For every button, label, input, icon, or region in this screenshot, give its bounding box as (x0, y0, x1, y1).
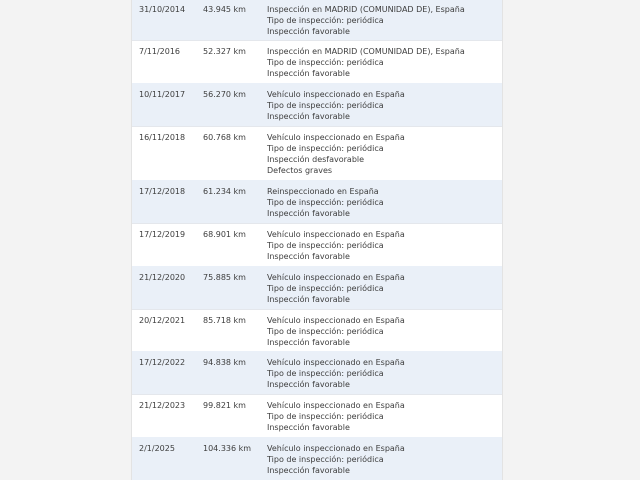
inspection-mileage: 68.901 km (203, 230, 246, 239)
description-line: Inspección en MADRID (COMUNIDAD DE), España (267, 5, 465, 14)
description-line: Inspección favorable (267, 466, 350, 475)
description-line: Vehículo inspeccionado en España (267, 230, 405, 239)
description-line: Inspección favorable (267, 252, 350, 261)
description-line: Inspección favorable (267, 112, 350, 121)
inspection-description (267, 89, 405, 122)
description-line: Vehículo inspeccionado en España (267, 273, 405, 282)
description-line: Inspección favorable (267, 380, 350, 389)
inspection-date: 21/12/2023 (139, 401, 186, 410)
description-line: Tipo de inspección: periódica (267, 16, 384, 25)
description-line: Tipo de inspección: periódica (267, 198, 384, 207)
inspection-mileage: 60.768 km (203, 133, 246, 142)
table-row (132, 126, 502, 181)
inspection-date: 17/12/2022 (139, 358, 186, 367)
inspection-mileage: 104.336 km (203, 444, 252, 453)
description-line: Inspección favorable (267, 69, 350, 78)
inspection-date: 17/12/2019 (139, 230, 186, 239)
table-row (132, 180, 502, 224)
description-line: Tipo de inspección: periódica (267, 327, 384, 336)
inspection-mileage: 61.234 km (203, 187, 246, 196)
table-row (132, 437, 502, 480)
inspection-date: 21/12/2020 (139, 273, 186, 282)
inspection-date: 2/1/2025 (139, 444, 175, 453)
description-line: Tipo de inspección: periódica (267, 369, 384, 378)
description-line: Vehículo inspeccionado en España (267, 358, 405, 367)
inspection-description (267, 186, 384, 219)
description-line: Tipo de inspección: periódica (267, 101, 384, 110)
inspection-date: 10/11/2017 (139, 90, 186, 99)
table-row (132, 309, 502, 352)
inspection-mileage: 56.270 km (203, 90, 246, 99)
inspection-date: 7/11/2016 (139, 47, 181, 56)
description-line: Tipo de inspección: periódica (267, 241, 384, 250)
table-row (132, 351, 502, 395)
inspection-description (267, 357, 405, 390)
inspection-mileage: 99.821 km (203, 401, 246, 410)
inspection-date: 17/12/2018 (139, 187, 186, 196)
inspection-description (267, 46, 465, 79)
inspection-date: 31/10/2014 (139, 5, 186, 14)
inspection-description (267, 443, 405, 476)
description-line: Tipo de inspección: periódica (267, 144, 384, 153)
description-line: Defectos graves (267, 166, 333, 175)
description-line: Reinspeccionado en España (267, 187, 379, 196)
table-row (132, 394, 502, 438)
inspection-date: 16/11/2018 (139, 133, 186, 142)
table-row (132, 0, 502, 41)
description-line: Vehículo inspeccionado en España (267, 133, 405, 142)
table-row (132, 83, 502, 127)
inspection-description (267, 132, 405, 176)
inspection-description (267, 400, 405, 433)
description-line: Tipo de inspección: periódica (267, 284, 384, 293)
inspection-mileage: 75.885 km (203, 273, 246, 282)
description-line: Inspección favorable (267, 423, 350, 432)
description-line: Vehículo inspeccionado en España (267, 90, 405, 99)
inspection-mileage: 52.327 km (203, 47, 246, 56)
description-line: Inspección favorable (267, 209, 350, 218)
description-line: Tipo de inspección: periódica (267, 58, 384, 67)
inspection-mileage: 94.838 km (203, 358, 246, 367)
inspection-description (267, 4, 465, 37)
inspection-date: 20/12/2021 (139, 316, 186, 325)
table-row (132, 223, 502, 267)
description-line: Inspección favorable (267, 338, 350, 347)
description-line: Tipo de inspección: periódica (267, 412, 384, 421)
inspection-mileage: 85.718 km (203, 316, 246, 325)
description-line: Vehículo inspeccionado en España (267, 316, 405, 325)
inspection-mileage: 43.945 km (203, 5, 246, 14)
table-row (132, 266, 502, 310)
description-line: Inspección favorable (267, 295, 350, 304)
table-row (132, 40, 502, 84)
description-line: Inspección en MADRID (COMUNIDAD DE), España (267, 47, 465, 56)
inspection-history-table (131, 0, 503, 480)
description-line: Vehículo inspeccionado en España (267, 401, 405, 410)
description-line: Tipo de inspección: periódica (267, 455, 384, 464)
description-line: Inspección favorable (267, 27, 350, 36)
description-line: Inspección desfavorable (267, 155, 365, 164)
inspection-description (267, 315, 405, 348)
inspection-description (267, 272, 405, 305)
description-line: Vehículo inspeccionado en España (267, 444, 405, 453)
inspection-description (267, 229, 405, 262)
